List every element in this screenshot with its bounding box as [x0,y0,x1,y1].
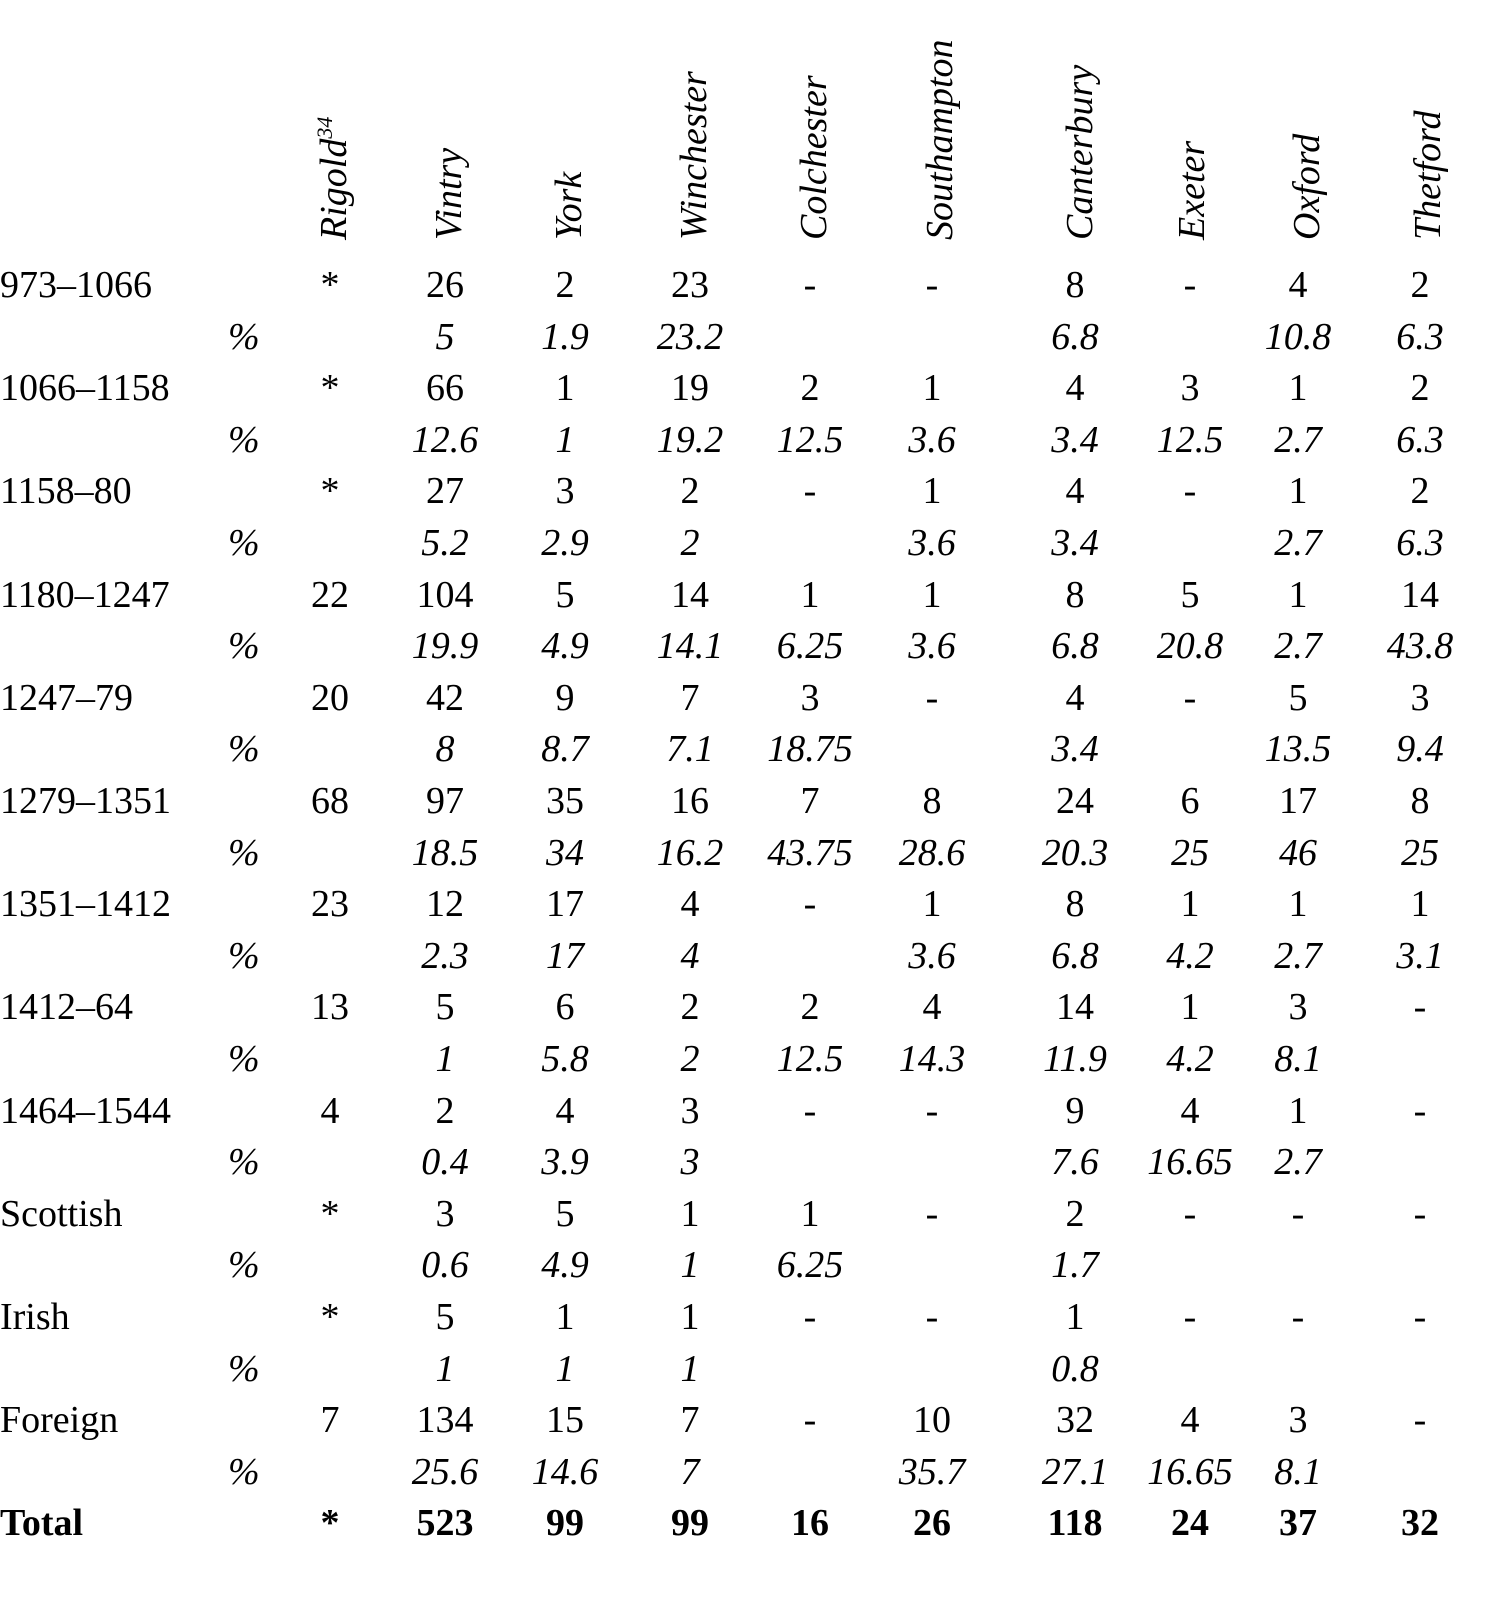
count-row-1464-1544 [0,1084,1502,1138]
count-cell-york: 15 [546,1399,584,1442]
percent-cell-vintry: 1 [435,1038,455,1080]
count-cell-winchester: 1 [680,1296,700,1338]
percent-cell-colchester: 6.25 [776,1244,844,1287]
count-cell-thetford: - [1413,1089,1427,1132]
row-label: Scottish [0,1192,123,1235]
percent-cell-canterbury: 6.8 [1051,315,1099,358]
count-cell-thetford: - [1413,1399,1427,1442]
count-row-scottish [0,1187,1502,1241]
count-cell-southampton: 1 [922,573,942,616]
percent-cell-canterbury: 1.7 [1051,1244,1099,1287]
column-header-label: Canterbury [1059,64,1101,240]
total-cell-canterbury: 118 [1047,1502,1103,1545]
count-cell-southampton: - [925,1296,939,1338]
total-cell-vintry: 523 [416,1502,474,1545]
count-cell-rigold: * [320,367,340,410]
total-cell-york: 99 [546,1502,584,1545]
count-cell-oxford: 1 [1288,573,1308,616]
percent-cell-colchester: 12.5 [776,1038,844,1080]
percent-label: % [228,1141,260,1184]
count-cell-rigold: * [320,1192,340,1235]
count-cell-exeter: - [1183,676,1197,719]
percent-cell-york: 17 [546,934,584,977]
count-cell-winchester: 7 [680,1399,700,1442]
percent-cell-york: 8.7 [541,728,589,771]
count-cell-york: 5 [555,573,575,616]
count-cell-winchester: 7 [680,676,700,719]
percent-cell-oxford: 2.7 [1274,625,1322,668]
count-cell-oxford: 3 [1288,1399,1308,1442]
percent-cell-winchester: 2 [680,522,700,564]
count-cell-oxford: 5 [1288,676,1308,719]
percent-cell-exeter: 4.2 [1166,1038,1214,1080]
percent-cell-exeter: 12.5 [1156,418,1224,461]
count-row-973-1066 [0,258,1502,312]
count-cell-winchester: 4 [680,883,700,926]
count-row-1158-80 [0,464,1502,518]
percent-cell-vintry: 5.2 [421,522,469,564]
percent-cell-vintry: 1 [435,1347,455,1390]
count-cell-york: 1 [555,367,575,410]
count-cell-vintry: 27 [426,470,464,513]
count-cell-rigold: 68 [311,780,349,822]
row-label: Irish [0,1296,70,1338]
percent-cell-york: 1 [555,1347,575,1390]
count-cell-colchester: - [803,1296,817,1338]
column-header-label: York [548,171,590,240]
count-row-1180-1247 [0,568,1502,622]
count-cell-southampton: 1 [922,470,942,513]
percent-row-1247-79 [0,722,1502,776]
percent-label: % [228,315,260,358]
count-cell-southampton: 10 [913,1399,951,1442]
count-cell-canterbury: 8 [1065,264,1085,306]
total-label: Total [0,1502,84,1545]
count-cell-rigold: * [320,264,340,306]
percent-cell-canterbury: 6.8 [1051,934,1099,977]
percent-cell-thetford: 9.4 [1396,728,1444,771]
percent-label: % [228,934,260,977]
column-header-label: Vintry [428,147,470,240]
count-cell-winchester: 2 [680,470,700,513]
count-cell-oxford: 1 [1288,1089,1308,1132]
percent-cell-exeter: 16.65 [1147,1450,1233,1493]
count-cell-rigold: 22 [311,573,349,616]
percent-cell-exeter: 20.8 [1156,625,1224,668]
count-cell-york: 5 [555,1192,575,1235]
percent-label: % [228,418,260,461]
count-cell-colchester: - [803,1089,817,1132]
percent-cell-vintry: 18.5 [411,831,479,874]
percent-cell-canterbury: 3.4 [1051,728,1099,771]
percent-label: % [228,522,260,564]
row-label: 973–1066 [0,264,152,306]
count-cell-exeter: - [1183,264,1197,306]
percent-cell-canterbury: 11.9 [1043,1038,1107,1080]
percent-cell-winchester: 19.2 [656,418,724,461]
percent-cell-winchester: 4 [680,934,700,977]
percent-cell-york: 5.8 [541,1038,589,1080]
percent-label: % [228,1038,260,1080]
column-header-label: Rigold$^{34}$ [312,116,355,240]
percent-cell-thetford: 25 [1401,831,1439,874]
count-cell-canterbury: 9 [1065,1089,1085,1132]
percent-cell-winchester: 16.2 [656,831,724,874]
count-cell-southampton: 4 [922,986,942,1029]
percent-cell-southampton: 14.3 [898,1038,966,1080]
percent-cell-york: 1 [555,418,575,461]
count-cell-colchester: - [803,264,817,306]
percent-row-foreign [0,1445,1502,1499]
percent-row-1180-1247 [0,619,1502,673]
row-label: 1158–80 [0,470,132,513]
percent-cell-oxford: 8.1 [1274,1450,1322,1493]
total-cell-thetford: 32 [1401,1502,1439,1545]
column-header-label: Thetford [1407,110,1449,240]
percent-cell-york: 4.9 [541,1244,589,1287]
count-cell-thetford: 2 [1410,470,1430,513]
percent-cell-vintry: 12.6 [411,418,479,461]
count-cell-thetford: 2 [1410,264,1430,306]
count-cell-york: 35 [546,780,584,822]
count-cell-oxford: 1 [1288,883,1308,926]
count-cell-rigold: 20 [311,676,349,719]
percent-cell-exeter: 16.65 [1147,1141,1233,1184]
percent-cell-southampton: 3.6 [908,625,956,668]
percent-cell-thetford: 43.8 [1386,625,1454,668]
percent-cell-canterbury: 0.8 [1051,1347,1099,1390]
count-cell-vintry: 66 [426,367,464,410]
count-cell-oxford: 4 [1288,264,1308,306]
footnote-marker: 34 [312,116,337,139]
count-cell-york: 9 [555,676,575,719]
row-label: 1180–1247 [0,573,170,616]
count-cell-thetford: 1 [1410,883,1430,926]
count-cell-york: 1 [555,1296,575,1338]
percent-cell-winchester: 23.2 [656,315,724,358]
total-row [0,1496,1502,1550]
row-label: 1066–1158 [0,367,170,410]
count-cell-colchester: 1 [800,1192,820,1235]
count-cell-southampton: - [925,264,939,306]
percent-row-1066-1158 [0,413,1502,467]
percent-cell-colchester: 12.5 [776,418,844,461]
percent-cell-vintry: 0.6 [421,1244,469,1287]
percent-cell-canterbury: 27.1 [1041,1450,1109,1493]
column-header-label: Winchester [673,71,715,240]
percent-cell-thetford: 6.3 [1396,418,1444,461]
count-cell-exeter: 4 [1180,1399,1200,1442]
percent-cell-exeter: 25 [1171,831,1209,874]
count-row-foreign [0,1393,1502,1447]
percent-cell-oxford: 10.8 [1264,315,1332,358]
percent-cell-oxford: 2.7 [1274,934,1322,977]
percent-cell-colchester: 43.75 [767,831,853,874]
count-cell-exeter: 1 [1180,883,1200,926]
count-cell-rigold: * [320,1296,340,1338]
total-cell-rigold: * [320,1502,340,1545]
count-cell-york: 17 [546,883,584,926]
count-cell-oxford: 17 [1279,780,1317,822]
count-row-1279-1351 [0,774,1502,828]
percent-cell-winchester: 3 [680,1141,700,1184]
percent-cell-oxford: 2.7 [1274,418,1322,461]
percent-label: % [228,1244,260,1287]
percent-cell-winchester: 2 [680,1038,700,1080]
row-label: Foreign [0,1399,119,1442]
percent-cell-york: 14.6 [531,1450,599,1493]
count-cell-thetford: 2 [1410,367,1430,410]
count-cell-thetford: - [1413,986,1427,1029]
count-cell-colchester: 2 [800,986,820,1029]
count-cell-winchester: 14 [671,573,709,616]
count-cell-southampton: 8 [922,780,942,822]
percent-cell-southampton: 3.6 [908,934,956,977]
percent-cell-exeter: 4.2 [1166,934,1214,977]
count-cell-southampton: 1 [922,883,942,926]
count-cell-canterbury: 32 [1056,1399,1094,1442]
count-cell-york: 2 [555,264,575,306]
count-cell-thetford: 3 [1410,676,1430,719]
count-cell-canterbury: 14 [1056,986,1094,1029]
total-cell-winchester: 99 [671,1502,709,1545]
count-cell-colchester: - [803,883,817,926]
percent-row-scottish [0,1238,1502,1292]
row-label: 1279–1351 [0,780,171,822]
percent-cell-colchester: 6.25 [776,625,844,668]
count-cell-vintry: 5 [435,986,455,1029]
percent-row-1279-1351 [0,826,1502,880]
count-row-irish [0,1290,1502,1344]
percent-label: % [228,625,260,668]
percent-cell-thetford: 6.3 [1396,522,1444,564]
count-cell-thetford: - [1413,1296,1427,1338]
count-cell-winchester: 19 [671,367,709,410]
count-cell-oxford: - [1291,1296,1305,1338]
percent-row-1464-1544 [0,1135,1502,1189]
count-cell-oxford: - [1291,1192,1305,1235]
percent-cell-winchester: 7 [680,1450,700,1493]
count-cell-vintry: 3 [435,1192,455,1235]
percent-label: % [228,1450,260,1493]
percent-cell-winchester: 1 [680,1244,700,1287]
count-cell-vintry: 104 [416,573,474,616]
percent-cell-winchester: 14.1 [656,625,724,668]
count-row-1066-1158 [0,361,1502,415]
percent-cell-vintry: 8 [435,728,455,771]
count-cell-vintry: 2 [435,1089,455,1132]
count-cell-winchester: 2 [680,986,700,1029]
count-cell-canterbury: 4 [1065,367,1085,410]
count-cell-exeter: 3 [1180,367,1200,410]
percent-cell-york: 34 [546,831,584,874]
percent-cell-thetford: 3.1 [1396,934,1444,977]
percent-cell-york: 3.9 [541,1141,589,1184]
count-cell-oxford: 1 [1288,367,1308,410]
percent-cell-southampton: 3.6 [908,418,956,461]
count-cell-rigold: 4 [320,1089,340,1132]
count-cell-colchester: 1 [800,573,820,616]
percent-cell-southampton: 3.6 [908,522,956,564]
percent-cell-southampton: 28.6 [898,831,966,874]
percent-cell-canterbury: 6.8 [1051,625,1099,668]
percent-cell-oxford: 46 [1279,831,1317,874]
count-cell-exeter: - [1183,470,1197,513]
count-cell-york: 3 [555,470,575,513]
count-cell-york: 6 [555,986,575,1029]
column-header-label: Southampton [919,39,961,240]
count-cell-thetford: 14 [1401,573,1439,616]
total-cell-oxford: 37 [1279,1502,1317,1545]
count-cell-oxford: 3 [1288,986,1308,1029]
count-cell-canterbury: 8 [1065,573,1085,616]
column-header-label: Oxford [1286,133,1328,240]
total-cell-southampton: 26 [913,1502,951,1545]
percent-cell-oxford: 8.1 [1274,1038,1322,1080]
count-cell-vintry: 5 [435,1296,455,1338]
percent-row-1351-1412 [0,929,1502,983]
column-header-label: Colchester [793,75,835,240]
percent-cell-southampton: 35.7 [898,1450,966,1493]
percent-row-1158-80 [0,516,1502,570]
percent-cell-vintry: 0.4 [421,1141,469,1184]
count-cell-exeter: 1 [1180,986,1200,1029]
percent-row-1412-64 [0,1032,1502,1086]
count-cell-york: 4 [555,1089,575,1132]
count-cell-canterbury: 1 [1065,1296,1085,1338]
count-cell-rigold: 7 [320,1399,340,1442]
percent-cell-canterbury: 3.4 [1051,418,1099,461]
count-cell-canterbury: 24 [1056,780,1094,822]
count-cell-rigold: * [320,470,340,513]
total-cell-exeter: 24 [1171,1502,1209,1545]
count-cell-colchester: - [803,1399,817,1442]
row-label: 1247–79 [0,676,133,719]
percent-cell-canterbury: 3.4 [1051,522,1099,564]
percent-cell-vintry: 2.3 [421,934,469,977]
percent-cell-colchester: 18.75 [767,728,853,771]
row-label: 1464–1544 [0,1089,171,1132]
percent-cell-york: 1.9 [541,315,589,358]
count-cell-vintry: 12 [426,883,464,926]
percent-cell-oxford: 13.5 [1264,728,1332,771]
count-cell-canterbury: 4 [1065,676,1085,719]
count-cell-colchester: 2 [800,367,820,410]
count-cell-thetford: 8 [1410,780,1430,822]
percent-cell-canterbury: 7.6 [1051,1141,1099,1184]
count-cell-exeter: - [1183,1192,1197,1235]
count-cell-rigold: 13 [311,986,349,1029]
percent-cell-vintry: 25.6 [411,1450,479,1493]
count-cell-southampton: - [925,676,939,719]
percent-cell-winchester: 7.1 [666,728,714,771]
percent-label: % [228,728,260,771]
count-cell-southampton: - [925,1192,939,1235]
count-cell-oxford: 1 [1288,470,1308,513]
percent-cell-vintry: 19.9 [411,625,479,668]
count-cell-colchester: 7 [800,780,820,822]
count-row-1247-79 [0,671,1502,725]
percent-label: % [228,1347,260,1390]
percent-cell-york: 4.9 [541,625,589,668]
count-cell-rigold: 23 [311,883,349,926]
count-cell-exeter: 5 [1180,573,1200,616]
count-cell-vintry: 134 [416,1399,474,1442]
count-cell-winchester: 16 [671,780,709,822]
total-cell-colchester: 16 [791,1502,829,1545]
count-cell-vintry: 26 [426,264,464,306]
count-cell-southampton: - [925,1089,939,1132]
column-header-label: Exeter [1171,140,1213,240]
count-cell-canterbury: 2 [1065,1192,1085,1235]
count-row-1412-64 [0,980,1502,1034]
percent-cell-canterbury: 20.3 [1041,831,1109,874]
percent-cell-thetford: 6.3 [1396,315,1444,358]
count-cell-exeter: 6 [1180,780,1200,822]
count-cell-winchester: 3 [680,1089,700,1132]
count-cell-vintry: 97 [426,780,464,822]
count-cell-canterbury: 4 [1065,470,1085,513]
count-cell-canterbury: 8 [1065,883,1085,926]
percent-cell-york: 2.9 [541,522,589,564]
row-label: 1412–64 [0,986,133,1029]
count-cell-colchester: - [803,470,817,513]
percent-row-irish [0,1342,1502,1396]
percent-cell-winchester: 1 [680,1347,700,1390]
count-cell-winchester: 1 [680,1192,700,1235]
count-row-1351-1412 [0,877,1502,931]
count-cell-thetford: - [1413,1192,1427,1235]
count-cell-winchester: 23 [671,264,709,306]
percent-cell-vintry: 5 [435,315,455,358]
count-cell-exeter: 4 [1180,1089,1200,1132]
percent-cell-oxford: 2.7 [1274,522,1322,564]
count-cell-southampton: 1 [922,367,942,410]
percent-row-973-1066 [0,310,1502,364]
row-label: 1351–1412 [0,883,171,926]
percent-label: % [228,831,260,874]
count-cell-exeter: - [1183,1296,1197,1338]
count-cell-colchester: 3 [800,676,820,719]
percent-cell-oxford: 2.7 [1274,1141,1322,1184]
count-cell-vintry: 42 [426,676,464,719]
